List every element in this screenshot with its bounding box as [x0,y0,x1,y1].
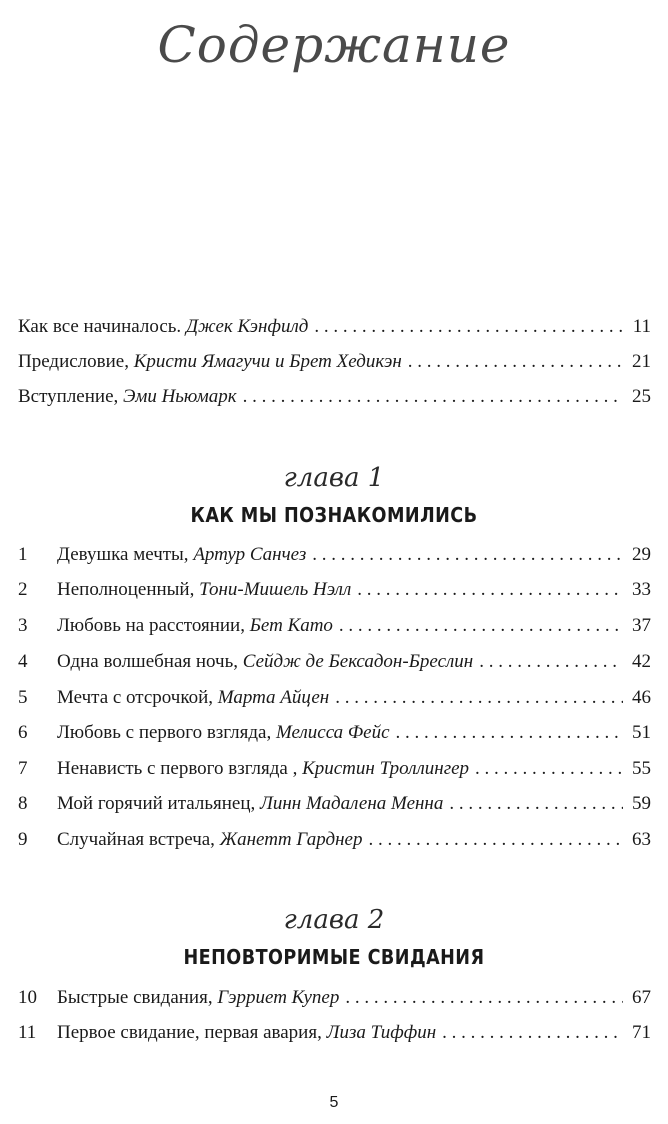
entry-number: 1 [18,544,28,565]
toc-entry[interactable] [18,754,651,784]
dot-leader [339,611,623,641]
entry-number: 7 [18,758,28,779]
entry-title: Любовь на расстоянии, [57,615,245,636]
entry-page: 51 [632,722,651,743]
entry-page: 46 [632,687,651,708]
dot-leader [396,718,623,748]
entry-title: Одна волшебная ночь, [57,651,239,672]
entry-title: Мой горячий итальянец, [57,793,256,814]
toc-entry[interactable] [18,540,651,570]
toc-entry[interactable] [18,575,651,605]
entry-title: Мечта с отсрочкой, [57,687,214,708]
dot-leader [243,382,623,412]
entry-title: Вступление, [18,386,119,407]
entry-page: 42 [632,651,651,672]
entry-author: Линн Мадалена Менна [260,793,444,814]
dot-leader [335,683,623,713]
entry-author: Артур Санчез [193,544,307,565]
chapter-heading: НЕПОВТОРИМЫЕ СВИДАНИЯ [183,945,485,969]
entry-page: 11 [632,316,651,337]
entry-author: Эми Ньюмарк [123,386,237,407]
entry-title: Случайная встреча, [57,829,215,850]
entry-number: 5 [18,687,28,708]
entry-number: 4 [18,651,28,672]
entry-page: 37 [632,615,651,636]
entry-page: 67 [632,987,651,1008]
entry-page: 63 [632,829,651,850]
entry-title: Ненависть с первого взгляда , [57,758,298,779]
entry-title: Предисловие, [18,351,129,372]
toc-entry[interactable] [18,718,651,748]
dot-leader [314,312,623,342]
entry-page: 25 [632,386,651,407]
entry-author: Мелисса Фейс [275,722,390,743]
toc-entry[interactable] [18,611,651,641]
toc-entry[interactable] [18,312,651,342]
entry-author: Сейдж де Бексадон-Бреслин [242,651,474,672]
entry-title: Девушка мечты, [57,544,189,565]
chapter-label: глава 2 [283,905,385,935]
dot-leader [408,347,623,377]
entry-title: Неполноценный, [57,579,195,600]
dot-leader [357,575,623,605]
entry-author: Лиза Тиффин [326,1022,437,1043]
entry-page: 71 [632,1022,651,1043]
entry-author: Кристин Троллингер [302,758,470,779]
dot-leader [475,754,623,784]
toc-entry[interactable] [18,1018,651,1048]
chapter-label: глава 1 [283,463,385,493]
page-number: 5 [329,1094,339,1111]
entry-page: 59 [632,793,651,814]
entry-author: Бет Като [249,615,333,636]
entry-author: Джек Кэнфилд [185,316,309,337]
entry-author: Марта Айцен [217,687,330,708]
entry-author: Тони-Мишель Нэлл [199,579,352,600]
entry-number: 2 [18,579,28,600]
entry-title: Быстрые свидания, [57,987,213,1008]
page-title: Содержание [157,16,511,74]
entry-number: 3 [18,615,28,636]
entry-number: 9 [18,829,28,850]
entry-number: 11 [18,1022,37,1043]
entry-number: 8 [18,793,28,814]
toc-entry[interactable] [18,825,651,855]
dot-leader [442,1018,623,1048]
entry-page: 33 [632,579,651,600]
entry-title: Первое свидание, первая авария, [57,1022,322,1043]
entry-page: 29 [632,544,651,565]
dot-leader [368,825,623,855]
entry-number: 10 [18,987,37,1008]
entry-title: Как все начиналось. [18,316,182,337]
toc-entry[interactable] [18,789,651,819]
entry-page: 21 [632,351,651,372]
toc-entry[interactable] [18,382,651,412]
toc-entry[interactable] [18,983,651,1013]
toc-entry[interactable] [18,347,651,377]
entry-author: Жанетт Гарднер [219,829,363,850]
toc-entry[interactable] [18,683,651,713]
entry-author: Кристи Ямагучи и Брет Хедикэн [133,351,402,372]
entry-page: 55 [632,758,651,779]
entry-title: Любовь с первого взгляда, [57,722,272,743]
chapter-heading: КАК МЫ ПОЗНАКОМИЛИСЬ [190,503,478,527]
entry-number: 6 [18,722,28,743]
entry-author: Гэрриет Купер [217,987,340,1008]
dot-leader [479,647,623,677]
toc-entry[interactable] [18,647,651,677]
dot-leader [449,789,623,819]
dot-leader [345,983,623,1013]
dot-leader [312,540,623,570]
